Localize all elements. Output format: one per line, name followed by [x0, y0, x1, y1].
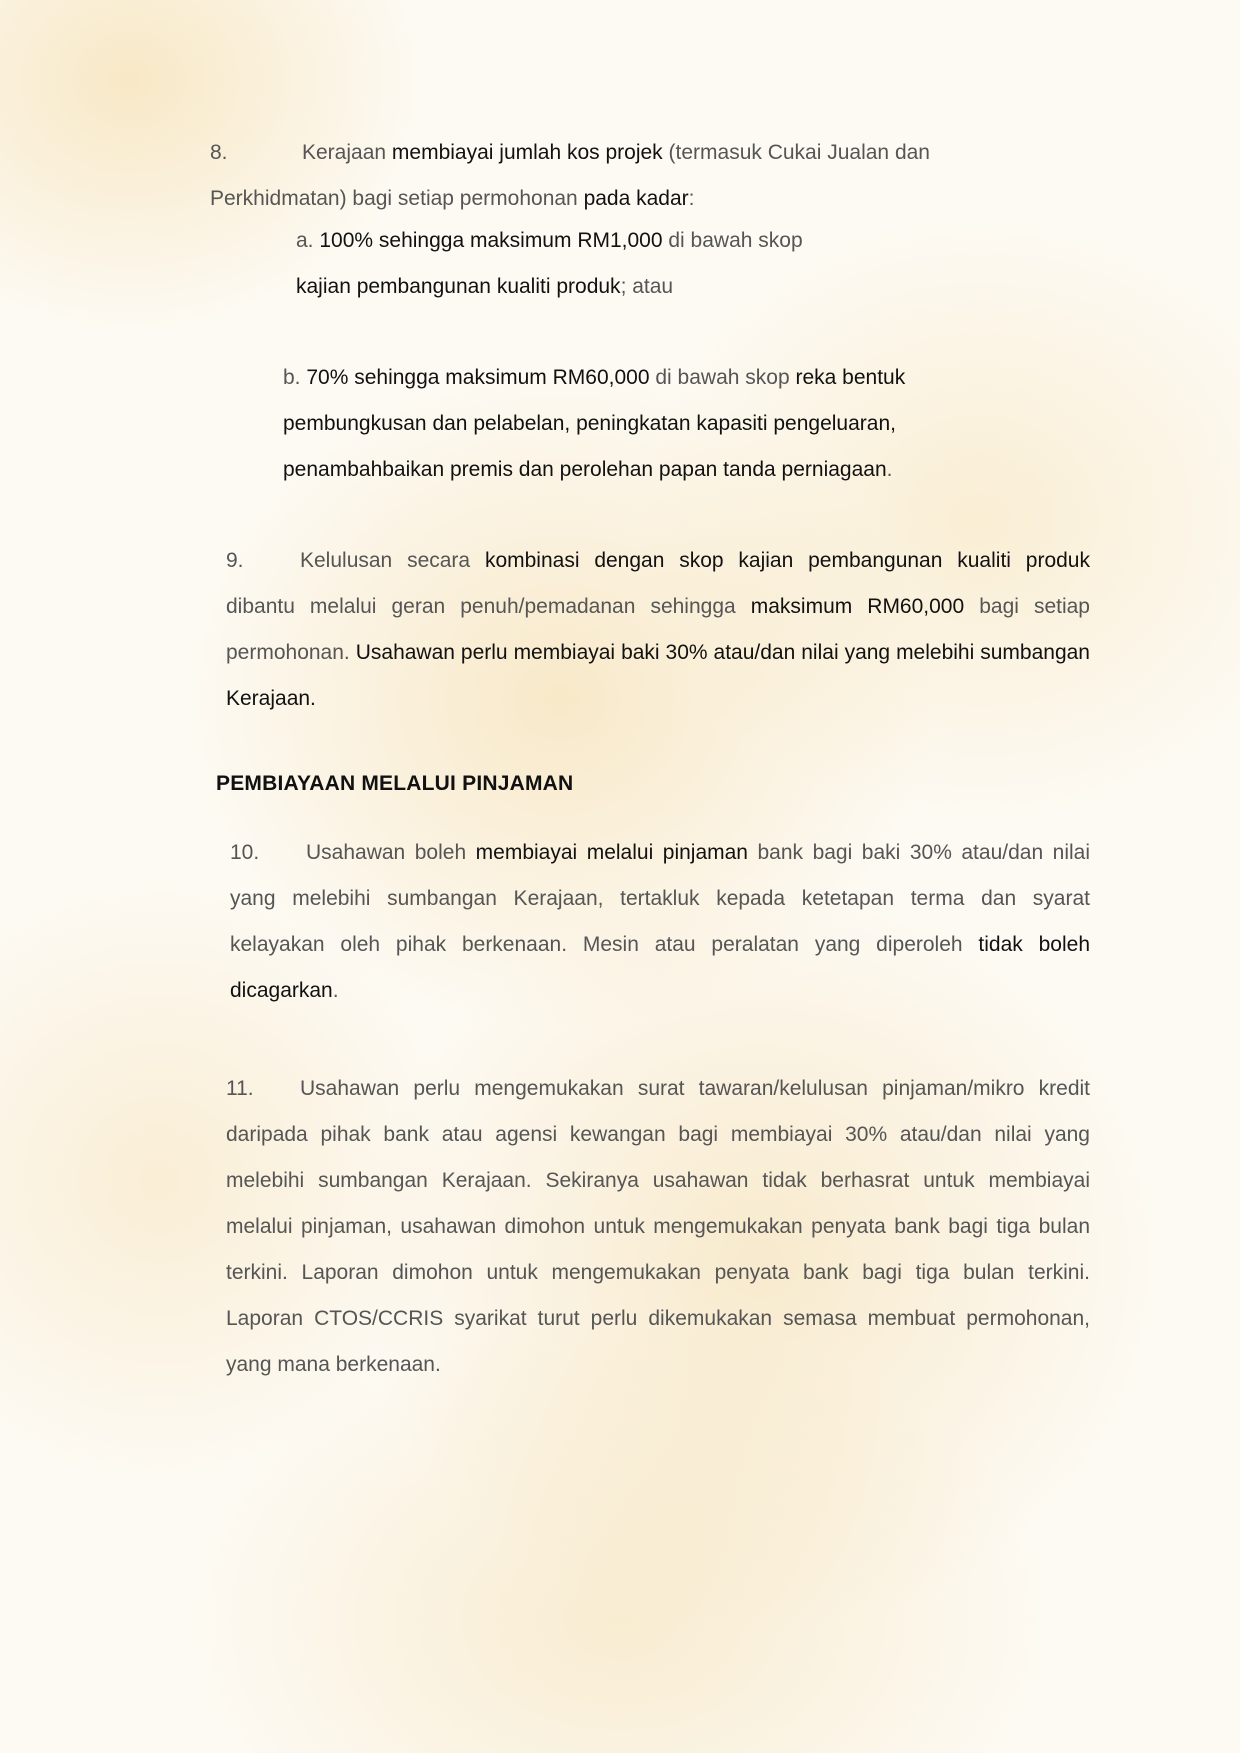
text: Usahawan boleh	[306, 841, 476, 864]
emphasis: kombinasi dengan skop kajian pembangunan kualiti produk	[484, 549, 1090, 572]
emphasis: pada kadar	[583, 187, 689, 210]
paragraph-11	[226, 1066, 1090, 1388]
text: (termasuk Cukai Jualan dan Perkhidmatan) bagi setiap permohonan	[210, 141, 930, 210]
list-item-a	[296, 218, 1076, 310]
emphasis: tidak boleh dicagarkan	[230, 933, 1090, 1002]
paragraph-8	[210, 130, 1000, 222]
emphasis: Usahawan perlu membiayai baki 30% atau/dan nilai yang melebihi sumbangan Kerajaan.	[226, 641, 1090, 710]
text: .	[886, 458, 893, 481]
emphasis: membiayai jumlah kos projek	[391, 141, 663, 164]
paragraph-10	[230, 830, 1090, 1014]
text: Usahawan perlu mengemukakan surat tawaran/kelulusan pinjaman/mikro kredit daripada pihak bank atau agensi kewangan bagi membiayai 30% atau/dan nilai yang melebihi sumbangan Kerajaan. Sekiranya usahawan tidak berhasrat untuk membiayai melalui pinjaman, usahawan dimohon untuk mengemukakan penyata bank bagi tiga bulan terkini. Laporan dimohon untuk mengemukakan penyata bank bagi tiga bulan terkini. Laporan CTOS/CCRIS syarikat turut perlu dikemukakan semasa membuat permohonan, yang mana berkenaan.	[226, 1077, 1090, 1376]
emphasis: membiayai melalui pinjaman	[475, 841, 748, 864]
text: bagi setiap permohonan.	[226, 595, 1090, 664]
paragraph-number: 10.	[230, 841, 260, 864]
text: Kerajaan	[302, 141, 392, 164]
text: ; atau	[620, 275, 674, 298]
text: Kelulusan secara	[300, 549, 485, 572]
emphasis: 70% sehingga maksimum RM60,000	[306, 366, 650, 389]
text: :	[688, 187, 695, 210]
emphasis: maksimum RM60,000	[750, 595, 965, 618]
text: bank bagi baki 30% atau/dan nilai yang melebihi sumbangan Kerajaan, tertakluk kepada ketetapan terma dan syarat kelayakan oleh pihak berkenaan. Mesin atau peralatan yang diperoleh	[230, 841, 1091, 956]
text: .	[332, 979, 339, 1002]
section-heading: PEMBIAYAAN MELALUI PINJAMAN	[216, 772, 574, 795]
emphasis: kajian pembangunan kualiti produk	[296, 275, 621, 298]
paragraph-number: 11.	[226, 1077, 254, 1100]
text: di bawah skop	[662, 229, 803, 252]
text: dibantu melalui geran penuh/pemadanan sehingga	[226, 595, 751, 618]
paragraph-9	[226, 538, 1090, 722]
emphasis: 100% sehingga maksimum RM1,000	[319, 229, 663, 252]
text: a.	[296, 229, 320, 252]
list-item-b	[283, 355, 1003, 493]
text: di bawah skop	[649, 366, 796, 389]
paragraph-number: 8.	[210, 141, 228, 164]
paragraph-number: 9.	[226, 549, 244, 572]
emphasis: reka bentuk pembungkusan dan pelabelan, peningkatan kapasiti pengeluaran, penambahbaikan premis dan perolehan papan tanda perniagaan	[283, 366, 906, 481]
text: b.	[283, 366, 307, 389]
